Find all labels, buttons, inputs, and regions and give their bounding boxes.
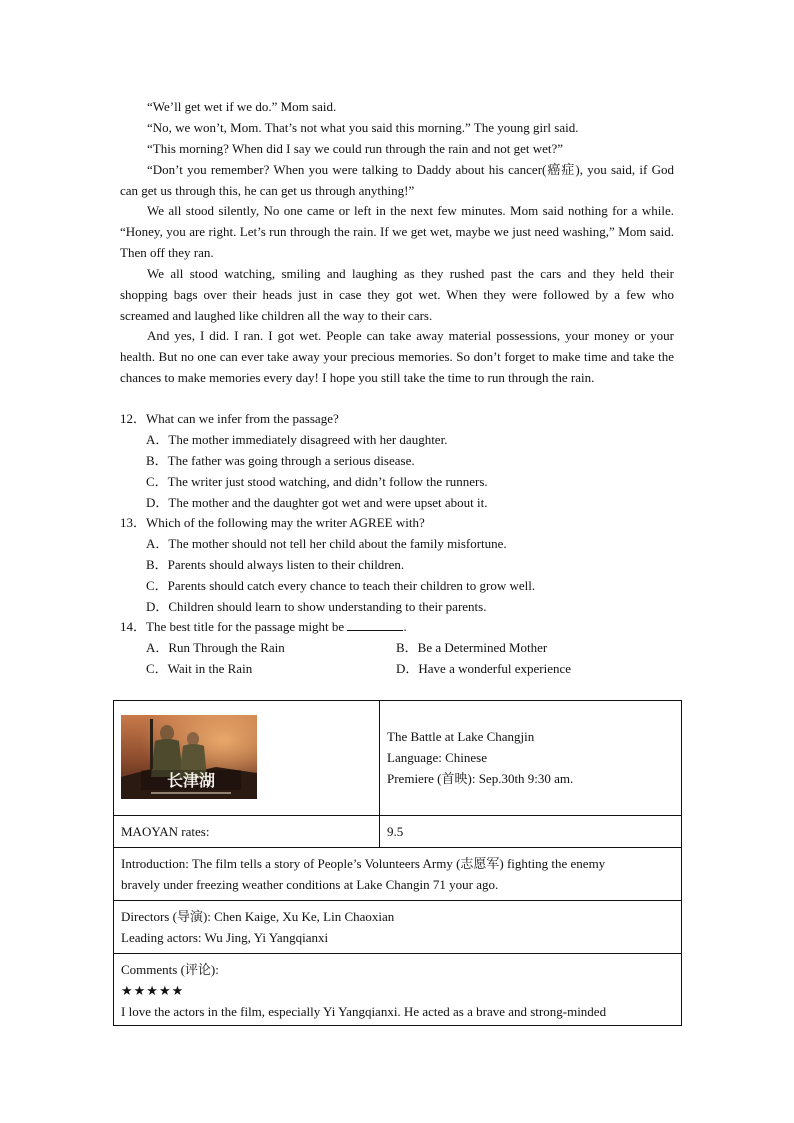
- question-12-option-a: A．The mother immediately disagreed with her daughter.: [146, 432, 448, 447]
- comments-row: [114, 954, 682, 1026]
- passage-paragraph-1: “We’ll get wet if we do.” Mom said.: [147, 99, 337, 114]
- comment-text: I love the actors in the film, especially Yi Yangqianxi. He acted as a brave and strong-minded: [121, 1004, 607, 1019]
- passage-paragraph-4: “Don’t you remember? When you were talking to Daddy about his cancer(癌症), you said, if God can get us through this, he can get us through anything!”: [120, 162, 674, 198]
- question-12-option-c: C．The writer just stood watching, and didn’t follow the runners.: [146, 474, 488, 489]
- question-13-option-a: A．The mother should not tell her child about the family misfortune.: [146, 536, 507, 551]
- poster-title-text: 长津湖: [166, 771, 216, 790]
- passage-paragraph-7: And yes, I did. I ran. I got wet. People can take away material possessions, your money or your health. But no one can ever take away your precious memories. So don’t forget to make time and take the chances to make memories every day! I hope you still take the time to run through the rain.: [120, 328, 674, 385]
- question-12-stem: 12．What can we infer from the passage?: [120, 411, 339, 426]
- film-poster-image: [121, 715, 257, 799]
- film-language: Language: Chinese: [387, 750, 487, 765]
- question-14-option-b: B．Be a Determined Mother: [396, 640, 548, 655]
- question-13-option-d: D．Children should learn to show understanding to their parents.: [146, 599, 487, 614]
- rates-value-cell: 9.5: [380, 816, 682, 848]
- poster-cell: [114, 701, 380, 816]
- question-14-option-c: C．Wait in the Rain: [146, 661, 253, 676]
- film-header-row: [114, 701, 682, 816]
- film-title: The Battle at Lake Changjin: [387, 729, 535, 744]
- introduction-row: [114, 848, 682, 901]
- rates-label-cell: MAOYAN rates:: [114, 816, 380, 848]
- credits-row: [114, 901, 682, 954]
- actors-line: Leading actors: Wu Jing, Yi Yangqianxi: [121, 930, 329, 945]
- question-14-stem-line: [120, 616, 407, 637]
- answer-blank: [347, 618, 403, 631]
- question-13-option-c: C．Parents should catch every chance to teach their children to grow well.: [146, 578, 536, 593]
- question-14-option-a: A．Run Through the Rain: [146, 640, 285, 655]
- film-details-cell: [380, 701, 682, 816]
- passage-paragraph-3: “This morning? When did I say we could run through the rain and not get wet?”: [147, 141, 564, 156]
- introduction-line-1: Introduction: The film tells a story of People’s Volunteers Army (志愿军) fighting the enemy: [121, 856, 606, 871]
- passage-paragraph-5: We all stood silently, No one came or left in the next few minutes. Mom said nothing for a while. “Honey, you are right. Let’s run through the rain. If we get wet, maybe we just need washing,” Mom said. Then off they ran.: [120, 203, 674, 260]
- question-13-option-b: B．Parents should always listen to their children.: [146, 557, 405, 572]
- question-12-option-d: D．The mother and the daughter got wet and were upset about it.: [146, 495, 488, 510]
- question-14-stem: 14．The best title for the passage might be: [120, 619, 345, 634]
- rates-row: [114, 816, 682, 848]
- film-premiere: Premiere (首映): Sep.30th 9:30 am.: [387, 771, 574, 786]
- question-14-option-d: D．Have a wonderful experience: [396, 661, 572, 676]
- introduction-cell: [114, 848, 682, 901]
- star-rating: ★★★★★: [121, 983, 185, 998]
- comments-label: Comments (评论):: [121, 962, 219, 977]
- passage-paragraph-6: We all stood watching, smiling and laughing as they rushed past the cars and they held their shopping bags over their heads just in case they got wet. When they were followed by a few who screamed and laughed like children all the way to their cars.: [120, 266, 674, 323]
- question-14-stem-end: .: [403, 619, 407, 634]
- introduction-line-2: bravely under freezing weather conditions at Lake Changin 71 your ago.: [121, 877, 499, 892]
- question-12-option-b: B．The father was going through a serious disease.: [146, 453, 415, 468]
- film-info-table: [113, 700, 682, 1026]
- passage-paragraph-2: “No, we won’t, Mom. That’s not what you said this morning.” The young girl said.: [147, 120, 579, 135]
- directors-line: Directors (导演): Chen Kaige, Xu Ke, Lin Chaoxian: [121, 909, 395, 924]
- comments-cell: [114, 954, 682, 1026]
- question-13-stem: 13．Which of the following may the writer AGREE with?: [120, 515, 425, 530]
- credits-cell: [114, 901, 682, 954]
